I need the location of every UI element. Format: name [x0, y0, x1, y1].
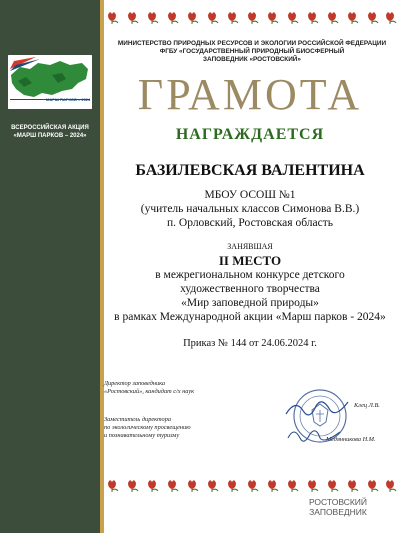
reserve-footer-logo	[290, 497, 386, 517]
tulip-row-top	[100, 10, 400, 24]
school-name: МБОУ ОСОШ №1	[204, 189, 296, 201]
march-of-parks-logo	[8, 55, 92, 109]
contest-line2: художественного творчества	[180, 283, 320, 295]
campaign-title	[2, 124, 98, 140]
awarded-label: НАГРАЖДАЕТСЯ	[175, 126, 325, 143]
campaign-title-line1: ВСЕРОССИЙСКАЯ АКЦИЯ	[11, 125, 89, 131]
tulip-border-icon	[100, 478, 400, 492]
order-number: Приказ № 144 от 24.06.2024 г.	[183, 338, 317, 349]
footer-line1: РОСТОВСКИЙ	[308, 497, 368, 507]
took-label: ЗАНЯВШАЯ	[227, 242, 273, 251]
deputy-title	[104, 416, 191, 440]
ministry-header	[108, 40, 396, 64]
sidebar	[0, 0, 100, 533]
tulip-border-icon	[100, 10, 400, 24]
location: п. Орловский, Ростовская область	[167, 217, 333, 229]
director-title	[104, 380, 194, 396]
deputy-name: Медянникова Н.М.	[326, 436, 376, 443]
director-title-line2: «Ростовский», кандидат с/х наук	[104, 388, 195, 395]
certificate-title: ГРАМОТА	[137, 70, 363, 119]
ministry-line2: ФГБУ «ГОСУДАРСТВЕННЫЙ ПРИРОДНЫЙ БИОСФЕРНЫЙ	[159, 48, 345, 55]
deputy-title-line2: по экологическому просвещению	[104, 424, 191, 431]
director-signature-icon	[282, 394, 352, 424]
contest-line4: в рамках Международной акции «Марш парков - 2024»	[114, 311, 386, 323]
director-name: Клец Л.В.	[354, 402, 380, 409]
teacher-name: (учитель начальных классов Симонова В.В.)	[140, 203, 360, 215]
award-details	[104, 240, 396, 324]
ministry-line3: ЗАПОВЕДНИК «РОСТОВСКИЙ»	[203, 56, 301, 63]
director-title-line1: Директор заповедника	[104, 380, 166, 387]
deputy-title-line3: и познавательному туризму	[104, 432, 180, 439]
contest-line1: в межрегиональном конкурсе детского	[155, 269, 345, 281]
deputy-title-line1: Заместитель директора	[104, 416, 171, 423]
place: II МЕСТО	[218, 253, 282, 268]
footer-line2: ЗАПОВЕДНИК	[309, 507, 367, 517]
signature-block	[104, 380, 396, 448]
tulip-row-bottom	[100, 478, 400, 492]
ministry-line1: МИНИСТЕРСТВО ПРИРОДНЫХ РЕСУРСОВ И ЭКОЛОГИИ РОССИЙСКОЙ ФЕДЕРАЦИИ	[117, 40, 387, 47]
recipient-name: БАЗИЛЕВСКАЯ ВАЛЕНТИНА	[135, 162, 365, 179]
contest-line3: «Мир заповедной природы»	[181, 297, 319, 309]
logo-caption: МАРШ ПАРКОВ – 2024	[46, 97, 91, 102]
deputy-signature-icon	[284, 424, 344, 448]
campaign-title-line2: «МАРШ ПАРКОВ – 2024»	[13, 133, 87, 139]
recipient-details	[104, 188, 396, 230]
